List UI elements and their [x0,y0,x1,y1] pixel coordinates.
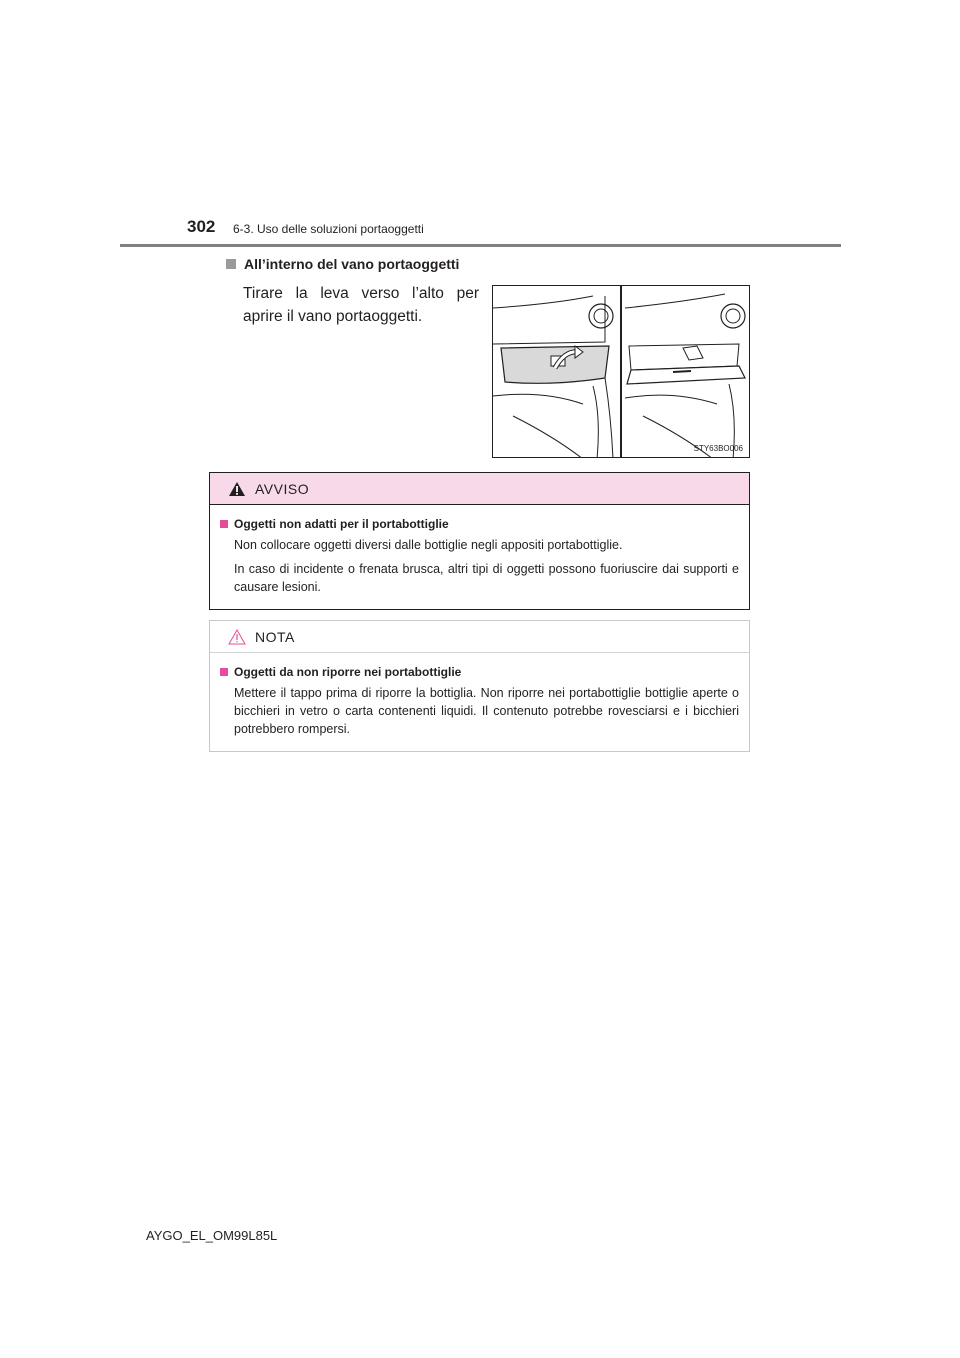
caution-triangle-icon [228,629,246,645]
warning-triangle-icon [228,481,246,497]
warning-item-title-text: Oggetti non adatti per il portabottiglie [234,517,449,531]
warning-box [209,472,750,610]
figure-code: STY63BO006 [693,444,743,453]
glovebox-illustration [492,285,750,458]
notice-item-title [220,665,739,679]
instruction-text: Tirare la leva verso l’alto per aprire il vano portaoggetti. [243,285,479,325]
warning-item-title [220,517,739,531]
header-rule [120,244,841,247]
glovebox-drawing [493,286,750,458]
notice-title: NOTA [255,628,295,645]
square-bullet-icon [226,259,236,269]
sub-heading [226,256,459,272]
page-number: 302 [187,217,216,236]
warning-header [210,473,749,505]
sub-heading-text: All’interno del vano portaoggetti [244,256,460,272]
square-bullet-icon [220,520,228,528]
warning-body [210,505,749,596]
footer-code: AYGO_EL_OM99L85L [146,1228,278,1243]
warning-title: AVVISO [255,480,310,497]
warning-paragraph: Non collocare oggetti diversi dalle bottiglie negli appositi portabottiglie. [234,538,623,552]
section-title: 6-3. Uso delle soluzioni portaoggetti [233,222,424,236]
notice-paragraph: Mettere il tappo prima di riporre la bottiglia. Non riporre nei portabottiglie bottiglie aperte o bicchieri in vetro o carta contenenti liquidi. Il contenuto potrebbe rovesciarsi e i bicchieri potrebbero rompersi. [234,686,739,736]
square-bullet-icon [220,668,228,676]
notice-header [210,621,749,653]
warning-paragraph: In caso di incidente o frenata brusca, altri tipi di oggetti possono fuoriuscire dai supporti e causare lesioni. [234,562,739,594]
notice-box [209,620,750,752]
notice-body [210,653,749,738]
notice-item-title-text: Oggetti da non riporre nei portabottiglie [234,665,462,679]
